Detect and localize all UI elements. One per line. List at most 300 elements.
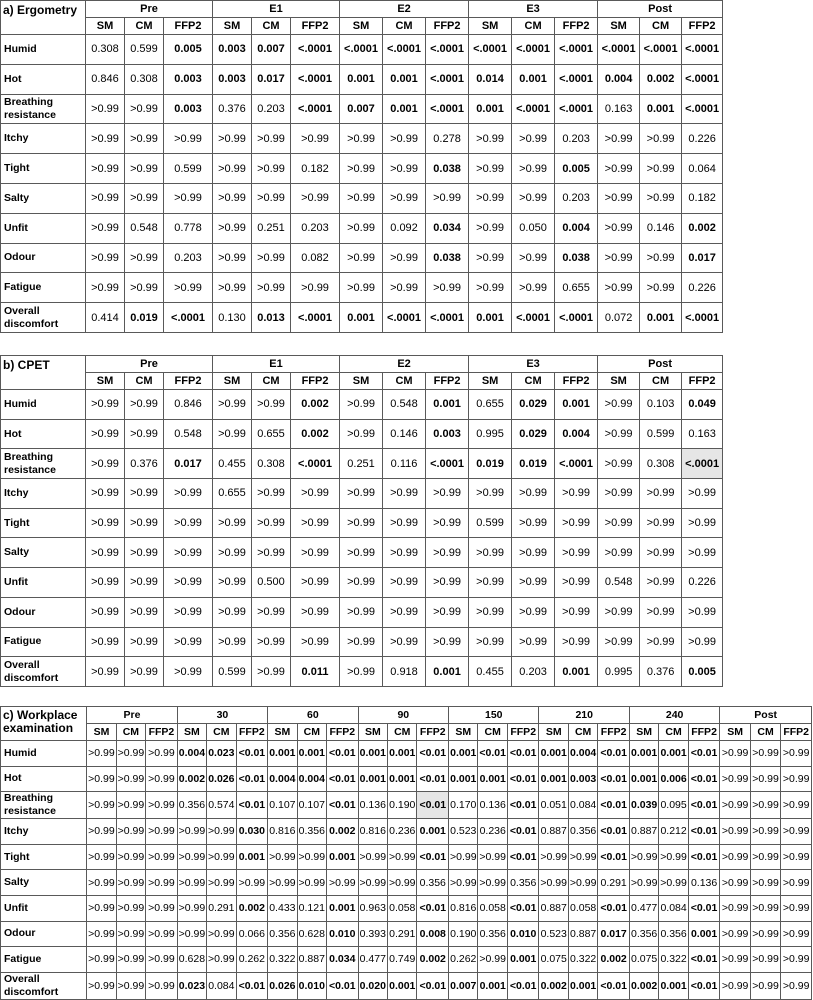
p-value-cell: >0.99: [449, 870, 478, 896]
p-value-cell: <0.01: [598, 741, 630, 767]
table-row: [1, 64, 723, 94]
p-value-cell: 0.500: [252, 568, 291, 598]
p-value-cell: <0.01: [688, 844, 720, 870]
p-value-cell: 0.203: [252, 94, 291, 124]
p-value-cell: >0.99: [682, 538, 723, 568]
p-value-cell: >0.99: [213, 154, 252, 184]
p-value-cell: 0.599: [213, 657, 252, 687]
column-header: SM: [598, 373, 640, 390]
p-value-cell: 0.092: [383, 213, 426, 243]
p-value-cell: 0.001: [327, 895, 359, 921]
p-value-cell: >0.99: [720, 870, 750, 896]
table-row: [1, 741, 812, 767]
p-value-cell: >0.99: [358, 844, 387, 870]
p-value-cell: 0.236: [388, 819, 417, 845]
p-value-cell: >0.99: [598, 390, 640, 420]
column-header: FFP2: [555, 18, 598, 35]
p-value-cell: >0.99: [512, 154, 555, 184]
row-label: Hot: [1, 766, 87, 792]
table-title: b) CPET: [1, 356, 86, 390]
p-value-cell: 0.001: [358, 766, 387, 792]
p-value-cell: 0.121: [297, 895, 326, 921]
p-value-cell: >0.99: [87, 972, 116, 999]
table-row: [1, 449, 723, 479]
p-value-cell: >0.99: [640, 243, 682, 273]
p-value-cell: 0.523: [539, 921, 568, 947]
p-value-cell: >0.99: [388, 870, 417, 896]
p-value-cell: 0.038: [426, 243, 469, 273]
p-value-cell: >0.99: [340, 243, 383, 273]
p-value-cell: 0.887: [539, 819, 568, 845]
p-value-cell: <.0001: [555, 35, 598, 65]
ergometry-table: [0, 0, 723, 333]
p-value-cell: >0.99: [252, 154, 291, 184]
table-row: [1, 390, 723, 420]
period-header: Post: [598, 356, 723, 373]
column-header: SM: [358, 724, 387, 741]
p-value-cell: >0.99: [426, 568, 469, 598]
p-value-cell: >0.99: [750, 792, 780, 819]
p-value-cell: >0.99: [116, 870, 145, 896]
p-value-cell: 0.477: [358, 947, 387, 973]
p-value-cell: >0.99: [116, 741, 145, 767]
p-value-cell: <0.01: [327, 792, 359, 819]
row-label: Humid: [1, 35, 86, 65]
p-value-cell: <0.01: [688, 972, 720, 999]
p-value-cell: <.0001: [555, 64, 598, 94]
p-value-cell: 0.002: [291, 419, 340, 449]
p-value-cell: 0.995: [598, 657, 640, 687]
p-value-cell: 0.002: [629, 972, 658, 999]
p-value-cell: >0.99: [469, 597, 512, 627]
p-value-cell: 0.226: [682, 273, 723, 303]
p-value-cell: <0.01: [507, 972, 539, 999]
p-value-cell: >0.99: [469, 273, 512, 303]
period-header: Pre: [86, 356, 213, 373]
p-value-cell: 0.262: [449, 947, 478, 973]
p-value-cell: >0.99: [568, 844, 597, 870]
p-value-cell: >0.99: [682, 597, 723, 627]
p-value-cell: >0.99: [146, 947, 178, 973]
p-value-cell: >0.99: [568, 870, 597, 896]
p-value-cell: >0.99: [86, 243, 125, 273]
row-label: Breathing resistance: [1, 792, 87, 819]
p-value-cell: 0.433: [268, 895, 297, 921]
p-value-cell: 0.146: [640, 213, 682, 243]
p-value-cell: >0.99: [125, 597, 164, 627]
column-header: FFP2: [598, 724, 630, 741]
row-label: Humid: [1, 741, 87, 767]
p-value-cell: >0.99: [125, 390, 164, 420]
p-value-cell: 0.029: [512, 419, 555, 449]
column-header: SM: [449, 724, 478, 741]
p-value-cell: >0.99: [146, 844, 178, 870]
p-value-cell: 0.548: [125, 213, 164, 243]
p-value-cell: >0.99: [383, 597, 426, 627]
p-value-cell: 0.005: [164, 35, 213, 65]
row-label: Salty: [1, 538, 86, 568]
p-value-cell: <.0001: [682, 303, 723, 333]
p-value-cell: <0.01: [598, 819, 630, 845]
p-value-cell: >0.99: [512, 124, 555, 154]
column-header: CM: [252, 373, 291, 390]
p-value-cell: 0.049: [682, 390, 723, 420]
p-value-cell: >0.99: [750, 921, 780, 947]
row-label: Odour: [1, 921, 87, 947]
p-value-cell: 0.816: [358, 819, 387, 845]
p-value-cell: >0.99: [87, 870, 116, 896]
p-value-cell: 0.004: [568, 741, 597, 767]
p-value-cell: >0.99: [682, 479, 723, 509]
p-value-cell: >0.99: [340, 213, 383, 243]
p-value-cell: <.0001: [426, 94, 469, 124]
p-value-cell: 0.376: [640, 657, 682, 687]
p-value-cell: 0.278: [426, 124, 469, 154]
p-value-cell: 0.203: [512, 657, 555, 687]
period-header: Pre: [87, 707, 177, 724]
table-row: [1, 792, 812, 819]
p-value-cell: >0.99: [86, 94, 125, 124]
row-label: Breathing resistance: [1, 449, 86, 479]
p-value-cell: >0.99: [449, 844, 478, 870]
p-value-cell: >0.99: [213, 568, 252, 598]
p-value-cell: <0.01: [236, 766, 268, 792]
p-value-cell: >0.99: [252, 508, 291, 538]
p-value-cell: 0.356: [629, 921, 658, 947]
p-value-cell: 0.001: [297, 741, 326, 767]
p-value-cell: >0.99: [469, 243, 512, 273]
p-value-cell: >0.99: [682, 508, 723, 538]
p-value-cell: >0.99: [252, 627, 291, 657]
column-header: CM: [568, 724, 597, 741]
p-value-cell: >0.99: [720, 792, 750, 819]
p-value-cell: >0.99: [125, 419, 164, 449]
p-value-cell: >0.99: [125, 657, 164, 687]
p-value-cell: >0.99: [340, 627, 383, 657]
p-value-cell: 0.002: [236, 895, 268, 921]
p-value-cell: <0.01: [688, 895, 720, 921]
p-value-cell: >0.99: [125, 568, 164, 598]
p-value-cell: >0.99: [640, 124, 682, 154]
p-value-cell: 0.003: [164, 64, 213, 94]
p-value-cell: >0.99: [252, 273, 291, 303]
column-header: CM: [659, 724, 688, 741]
p-value-cell: 0.014: [469, 64, 512, 94]
row-label: Fatigue: [1, 627, 86, 657]
p-value-cell: <.0001: [426, 35, 469, 65]
p-value-cell: >0.99: [383, 243, 426, 273]
p-value-cell: <.0001: [512, 94, 555, 124]
p-value-cell: 0.038: [555, 243, 598, 273]
period-header: 60: [268, 707, 358, 724]
p-value-cell: >0.99: [750, 766, 780, 792]
p-value-cell: 0.001: [417, 819, 449, 845]
p-value-cell: 0.599: [164, 154, 213, 184]
p-value-cell: <0.01: [236, 741, 268, 767]
p-value-cell: >0.99: [207, 870, 236, 896]
p-value-cell: 0.001: [449, 741, 478, 767]
p-value-cell: >0.99: [512, 568, 555, 598]
p-value-cell: >0.99: [164, 508, 213, 538]
period-header: E2: [340, 1, 469, 18]
p-value-cell: 0.130: [213, 303, 252, 333]
column-header: FFP2: [555, 373, 598, 390]
column-header: SM: [340, 18, 383, 35]
p-value-cell: 0.019: [512, 449, 555, 479]
table-row: [1, 766, 812, 792]
p-value-cell: >0.99: [177, 895, 206, 921]
row-label: Odour: [1, 243, 86, 273]
p-value-cell: 0.308: [640, 449, 682, 479]
p-value-cell: >0.99: [720, 895, 750, 921]
p-value-cell: >0.99: [291, 124, 340, 154]
p-value-cell: 0.001: [340, 64, 383, 94]
p-value-cell: >0.99: [720, 921, 750, 947]
p-value-cell: <.0001: [682, 449, 723, 479]
p-value-cell: 0.918: [383, 657, 426, 687]
p-value-cell: <.0001: [291, 449, 340, 479]
p-value-cell: 0.393: [358, 921, 387, 947]
p-value-cell: <0.01: [507, 766, 539, 792]
p-value-cell: >0.99: [213, 183, 252, 213]
p-value-cell: >0.99: [426, 508, 469, 538]
column-header: FFP2: [781, 724, 812, 741]
period-header: Post: [720, 707, 812, 724]
p-value-cell: >0.99: [512, 273, 555, 303]
column-header: FFP2: [291, 373, 340, 390]
p-value-cell: <0.01: [417, 741, 449, 767]
p-value-cell: 0.816: [268, 819, 297, 845]
column-header: FFP2: [146, 724, 178, 741]
p-value-cell: 0.887: [629, 819, 658, 845]
table-row: [1, 844, 812, 870]
column-header: SM: [629, 724, 658, 741]
p-value-cell: >0.99: [125, 508, 164, 538]
p-value-cell: 0.146: [383, 419, 426, 449]
p-value-cell: >0.99: [252, 479, 291, 509]
p-value-cell: >0.99: [512, 597, 555, 627]
row-label: Salty: [1, 183, 86, 213]
p-value-cell: >0.99: [291, 627, 340, 657]
p-value-cell: <0.01: [598, 895, 630, 921]
p-value-cell: 0.236: [478, 819, 507, 845]
p-value-cell: >0.99: [213, 508, 252, 538]
p-value-cell: 0.001: [426, 390, 469, 420]
period-header: E2: [340, 356, 469, 373]
table-row: [1, 303, 723, 333]
p-value-cell: >0.99: [629, 870, 658, 896]
column-header: CM: [640, 373, 682, 390]
p-value-cell: 0.262: [236, 947, 268, 973]
p-value-cell: >0.99: [207, 819, 236, 845]
column-header: SM: [469, 18, 512, 35]
p-value-cell: <.0001: [426, 303, 469, 333]
p-value-cell: 0.001: [539, 741, 568, 767]
p-value-cell: <0.01: [327, 741, 359, 767]
p-value-cell: >0.99: [478, 844, 507, 870]
p-value-cell: >0.99: [426, 183, 469, 213]
p-value-cell: 0.020: [358, 972, 387, 999]
row-label: Unfit: [1, 568, 86, 598]
p-value-cell: >0.99: [116, 947, 145, 973]
p-value-cell: >0.99: [164, 657, 213, 687]
p-value-cell: 0.356: [507, 870, 539, 896]
p-value-cell: 0.001: [478, 766, 507, 792]
p-value-cell: >0.99: [469, 213, 512, 243]
p-value-cell: >0.99: [426, 273, 469, 303]
p-value-cell: <0.01: [688, 792, 720, 819]
p-value-cell: <.0001: [291, 35, 340, 65]
table-row: [1, 479, 723, 509]
p-value-cell: 0.001: [388, 972, 417, 999]
p-value-cell: <0.01: [598, 766, 630, 792]
p-value-cell: >0.99: [512, 243, 555, 273]
p-value-cell: >0.99: [781, 972, 812, 999]
column-header: SM: [720, 724, 750, 741]
p-value-cell: >0.99: [86, 449, 125, 479]
p-value-cell: >0.99: [340, 390, 383, 420]
p-value-cell: >0.99: [640, 183, 682, 213]
p-value-cell: 0.136: [688, 870, 720, 896]
table-row: [1, 657, 723, 687]
p-value-cell: 0.655: [555, 273, 598, 303]
p-value-cell: >0.99: [340, 597, 383, 627]
p-value-cell: 0.010: [297, 972, 326, 999]
column-header: CM: [297, 724, 326, 741]
column-header: FFP2: [164, 18, 213, 35]
p-value-cell: 0.001: [629, 741, 658, 767]
p-value-cell: >0.99: [87, 792, 116, 819]
p-value-cell: >0.99: [252, 657, 291, 687]
p-value-cell: >0.99: [146, 741, 178, 767]
p-value-cell: >0.99: [87, 895, 116, 921]
p-value-cell: >0.99: [87, 741, 116, 767]
column-header: CM: [750, 724, 780, 741]
p-value-cell: 0.002: [640, 64, 682, 94]
p-value-cell: 0.001: [236, 844, 268, 870]
p-value-cell: >0.99: [781, 792, 812, 819]
p-value-cell: >0.99: [87, 844, 116, 870]
p-value-cell: 0.001: [358, 741, 387, 767]
p-value-cell: >0.99: [297, 844, 326, 870]
p-value-cell: >0.99: [116, 792, 145, 819]
p-value-cell: 0.816: [449, 895, 478, 921]
period-header: 30: [177, 707, 267, 724]
p-value-cell: <0.01: [688, 766, 720, 792]
p-value-cell: >0.99: [252, 390, 291, 420]
p-value-cell: 0.190: [388, 792, 417, 819]
p-value-cell: 0.995: [469, 419, 512, 449]
column-header: CM: [388, 724, 417, 741]
p-value-cell: 0.182: [291, 154, 340, 184]
p-value-cell: >0.99: [426, 479, 469, 509]
p-value-cell: <.0001: [555, 449, 598, 479]
p-value-cell: >0.99: [555, 508, 598, 538]
p-value-cell: 0.001: [629, 766, 658, 792]
table-row: [1, 183, 723, 213]
p-value-cell: >0.99: [640, 479, 682, 509]
p-value-cell: >0.99: [512, 508, 555, 538]
p-value-cell: >0.99: [750, 844, 780, 870]
row-label: Itchy: [1, 819, 87, 845]
p-value-cell: 0.356: [268, 921, 297, 947]
p-value-cell: 0.778: [164, 213, 213, 243]
p-value-cell: >0.99: [750, 741, 780, 767]
row-label: Unfit: [1, 895, 87, 921]
period-header: 150: [449, 707, 539, 724]
p-value-cell: >0.99: [213, 538, 252, 568]
p-value-cell: 0.001: [688, 921, 720, 947]
p-value-cell: >0.99: [125, 154, 164, 184]
p-value-cell: >0.99: [340, 568, 383, 598]
p-value-cell: >0.99: [164, 124, 213, 154]
p-value-cell: >0.99: [555, 627, 598, 657]
p-value-cell: >0.99: [125, 479, 164, 509]
p-value-cell: >0.99: [125, 538, 164, 568]
p-value-cell: 0.023: [207, 741, 236, 767]
p-value-cell: 0.477: [629, 895, 658, 921]
p-value-cell: 0.203: [555, 183, 598, 213]
p-value-cell: 0.887: [297, 947, 326, 973]
p-value-cell: >0.99: [291, 183, 340, 213]
p-value-cell: <.0001: [512, 35, 555, 65]
p-value-cell: >0.99: [750, 947, 780, 973]
column-header: CM: [383, 18, 426, 35]
p-value-cell: 0.163: [682, 419, 723, 449]
p-value-cell: >0.99: [781, 844, 812, 870]
p-value-cell: >0.99: [252, 243, 291, 273]
p-value-cell: >0.99: [555, 568, 598, 598]
table-title: a) Ergometry: [1, 1, 86, 35]
p-value-cell: 0.003: [568, 766, 597, 792]
column-header: FFP2: [236, 724, 268, 741]
p-value-cell: 0.251: [340, 449, 383, 479]
p-value-cell: 0.203: [291, 213, 340, 243]
p-value-cell: >0.99: [469, 154, 512, 184]
table-row: [1, 895, 812, 921]
p-value-cell: >0.99: [86, 568, 125, 598]
p-value-cell: 0.212: [659, 819, 688, 845]
p-value-cell: 0.322: [268, 947, 297, 973]
p-value-cell: >0.99: [781, 895, 812, 921]
p-value-cell: >0.99: [469, 568, 512, 598]
p-value-cell: >0.99: [512, 538, 555, 568]
p-value-cell: >0.99: [598, 449, 640, 479]
p-value-cell: >0.99: [87, 819, 116, 845]
p-value-cell: 0.006: [659, 766, 688, 792]
p-value-cell: 0.376: [213, 94, 252, 124]
period-header: 240: [629, 707, 719, 724]
p-value-cell: 0.308: [86, 35, 125, 65]
column-header: FFP2: [507, 724, 539, 741]
p-value-cell: >0.99: [86, 183, 125, 213]
p-value-cell: 0.001: [426, 657, 469, 687]
p-value-cell: <0.01: [507, 741, 539, 767]
p-value-cell: 0.308: [125, 64, 164, 94]
p-value-cell: >0.99: [125, 94, 164, 124]
p-value-cell: <.0001: [291, 94, 340, 124]
p-value-cell: <0.01: [598, 844, 630, 870]
p-value-cell: <0.01: [507, 819, 539, 845]
row-label: Odour: [1, 597, 86, 627]
p-value-cell: >0.99: [291, 538, 340, 568]
p-value-cell: 0.017: [252, 64, 291, 94]
p-value-cell: >0.99: [640, 154, 682, 184]
p-value-cell: >0.99: [116, 921, 145, 947]
p-value-cell: >0.99: [252, 124, 291, 154]
p-value-cell: >0.99: [383, 183, 426, 213]
p-value-cell: 0.001: [327, 844, 359, 870]
